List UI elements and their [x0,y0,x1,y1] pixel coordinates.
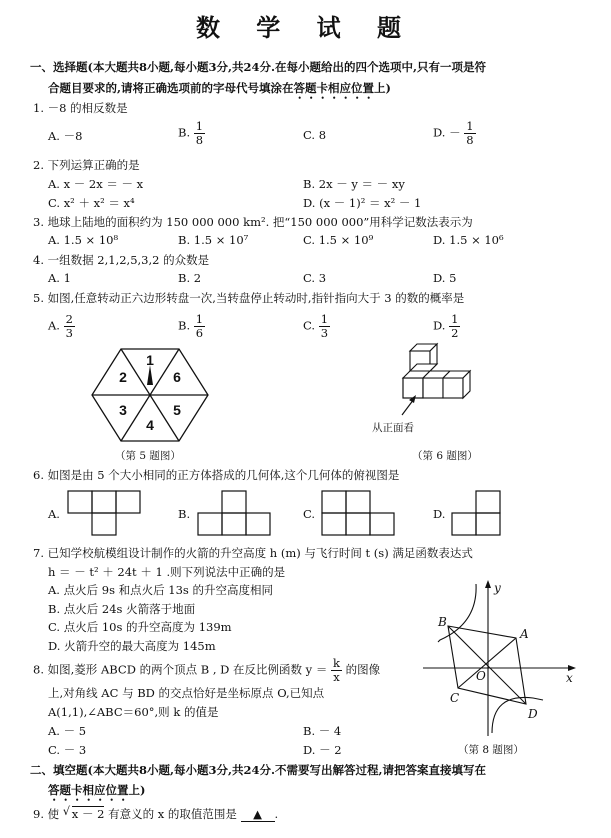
q8-stem-line2: 上,对角线 AC 与 BD 的交点恰好是坐标原点 O,已知点 [48,686,325,700]
q1-option-c: C. 8 [303,128,327,142]
q7-option-a: A. 点火后 9s 和点火后 13s 的升空高度相同 [48,583,273,597]
x-axis-label: x [566,671,573,685]
pointer-arrow-icon [147,365,153,385]
spinner-number: 2 [119,369,127,385]
q8-option-b: B. － 4 [303,724,342,738]
q6-stem: 6. 如图是由 5 个大小相同的正方体搭成的几何体,这个几何体的俯视图是 [33,468,400,482]
y-axis-arrow-icon [485,580,491,588]
q4-option-d: D. 5 [433,271,457,285]
q4-option-c: C. 3 [303,271,327,285]
q1-option-a: A. －8 [48,129,83,143]
q2-option-b: B. 2x － y ＝ － xy [303,177,405,191]
page-title: 数 学 试 题 [195,13,416,42]
spinner-number: 6 [173,369,181,385]
y-axis-label: y [494,581,501,595]
q8-option-c: C. － 3 [48,743,87,757]
point-label-c: C [450,691,460,705]
hexagon-spinner-figure [85,345,215,445]
q6-option-a-figure [66,489,142,537]
q9-answer-blank[interactable]: ▲ [241,807,275,822]
spinner-number: 4 [146,417,154,433]
q7-stem: 7. 已知学校航模组设计制作的火箭的升空高度 h (m) 与飞行时间 t (s) 满足函数表达式 [33,546,473,560]
q6-option-d: D. [433,507,446,521]
q3-option-a: A. 1.5 × 10⁸ [48,233,119,247]
q5-option-a: A. $\frac{2}{3}$ [48,312,73,340]
point-label-a: A [520,627,529,641]
q2-option-d: D. (x － 1)² ＝ x² － 1 [303,196,422,210]
q8-stem: 8. 如图,菱形 ABCD 的两个顶点 B , D 在反比例函数 y ＝ $\frac{k}{x}$ 的图像 [33,656,381,684]
origin-label: O [476,669,486,683]
section-1-heading-line2: 合题目要求的,请将正确选项前的字母代号填涂在答题卡相应位置上) [48,81,391,95]
spinner-number: 1 [146,352,154,368]
cube-assembly-figure [388,337,498,427]
q5-option-d: D. $\frac{1}{2}$ [433,312,459,340]
q7-stem-line2: h ＝ － t² ＋ 24t ＋ 1 .则下列说法中正确的是 [48,565,286,579]
q5-stem: 5. 如图,任意转动正六边形转盘一次,当转盘停止转动时,指针指向大于 3 的数的概率是 [33,291,465,305]
q7-option-c: C. 点火后 10s 的升空高度为 139m [48,620,232,634]
figure-5-caption: （第 5 题图） [115,450,181,462]
figure-8-caption: （第 8 题图） [458,744,524,756]
q1-option-b: B. $\frac{1}{8}$ [178,119,204,147]
q2-stem: 2. 下列运算正确的是 [33,158,140,172]
q4-stem: 4. 一组数据 2,1,2,5,3,2 的众数是 [33,253,210,267]
q9-stem: 9. 使 √ x － 2 有意义的 x 的取值范围是 ▲ . [33,804,279,821]
q4-option-a: A. 1 [48,271,71,285]
spinner-number: 3 [119,402,127,418]
q2-option-c: C. x² ＋ x² ＝ x⁴ [48,196,135,210]
q3-option-d: D. 1.5 × 10⁶ [433,233,504,247]
q6-option-c: C. [303,507,316,521]
q6-option-c-figure [320,489,396,537]
q3-option-b: B. 1.5 × 10⁷ [178,233,249,247]
point-label-b: B [438,615,447,629]
q7-option-b: B. 点火后 24s 火箭落于地面 [48,602,196,616]
q8-option-a: A. － 5 [48,724,87,738]
rhombus-hyperbola-figure [418,578,578,738]
hyperbola-branch-upper-left [438,584,476,642]
q6-option-a: A. [48,507,60,521]
q1-option-d: D. － $\frac{1}{8}$ [433,119,474,147]
q7-option-d: D. 火箭升空的最大高度为 145m [48,639,216,653]
q3-option-c: C. 1.5 × 10⁹ [303,233,374,247]
diagonal-ac [458,638,516,688]
q6-option-d-figure [450,489,502,537]
q3-stem: 3. 地球上陆地的面积约为 150 000 000 km². 把“150 000 000”用科学记数法表示为 [33,215,473,229]
figure-6-view-label: 从正面看 [372,422,414,434]
q8-option-d: D. － 2 [303,743,342,757]
section-2-heading: 二、填空题(本大题共8小题,每小题3分,共24分.不需要写出解答过程,请把答案直接填写在 [30,763,486,777]
q2-option-a: A. x － 2x ＝ － x [48,177,144,191]
q1-stem: 1. －8 的相反数是 [33,101,128,115]
section-2-heading-line2: 答题卡相应位置上) [48,783,146,797]
q8-stem-line3: A(1,1),∠ABC＝60°,则 k 的值是 [48,705,219,719]
q5-option-b: B. $\frac{1}{6}$ [178,312,204,340]
figure-6-caption: （第 6 题图） [412,450,478,462]
spinner-number: 5 [173,402,181,418]
q5-option-c: C. $\frac{1}{3}$ [303,312,329,340]
q6-option-b: B. [178,507,191,521]
q4-option-b: B. 2 [178,271,202,285]
q6-option-b-figure [196,489,272,537]
point-label-d: D [528,707,538,721]
section-1-heading: 一、选择题(本大题共8小题,每小题3分,共24分.在每小题给出的四个选项中,只有一项是符 [30,60,486,74]
